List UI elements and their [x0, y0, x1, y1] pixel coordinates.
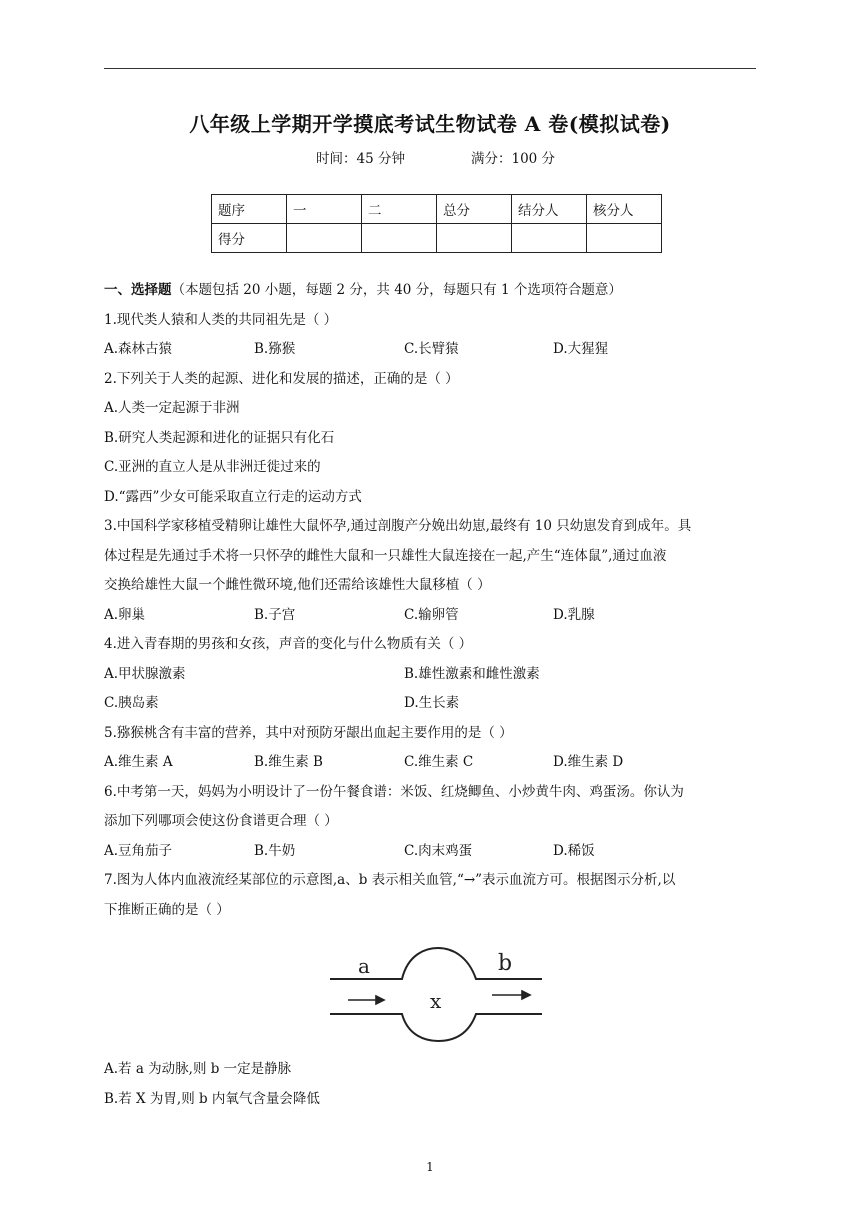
score-cell: 得分	[212, 224, 287, 253]
question-3-option-a[interactable]: A.卵巢	[104, 607, 146, 623]
flow-arrow-b-head-icon	[522, 991, 530, 999]
question-5-option-c[interactable]: C.维生素 C	[404, 754, 474, 770]
blood-flow-diagram	[326, 940, 546, 1045]
question-4-option-c[interactable]: C.胰岛素	[104, 695, 159, 711]
organ-x-label: x	[430, 989, 442, 1013]
question-5-option-a[interactable]: A.维生素 A	[104, 754, 173, 770]
header-rule	[104, 68, 756, 69]
question-2-option-c[interactable]: C.亚洲的直立人是从非洲迁徙过来的	[104, 459, 321, 475]
section-heading	[104, 280, 622, 300]
question-2-stem: 2.下列关于人类的起源、进化和发展的描述，正确的是（ ）	[104, 371, 459, 387]
question-6-option-b[interactable]: B.牛奶	[254, 843, 296, 859]
question-1-option-b[interactable]: B.猕猴	[254, 341, 296, 357]
section-instructions: （本题包括 20 小题，每题 2 分，共 40 分，每题只有 1 个选项符合题意）	[171, 282, 622, 298]
question-3-stem-line: 3.中国科学家移植受精卵让雄性大鼠怀孕,通过剖腹产分娩出幼崽,最终有 10 只幼崽发育到成年。具	[104, 518, 692, 534]
page-number: 1	[426, 1160, 434, 1174]
score-cell: 题序	[212, 195, 287, 224]
question-4-stem: 4.进入青春期的男孩和女孩，声音的变化与什么物质有关（ ）	[104, 636, 473, 652]
question-7-option-b[interactable]: B.若 X 为胃,则 b 内氧气含量会降低	[104, 1091, 320, 1107]
question-1-stem: 1.现代类人猿和人类的共同祖先是（ ）	[104, 312, 338, 328]
question-7-option-a[interactable]: A.若 a 为动脉,则 b 一定是静脉	[104, 1061, 292, 1077]
question-6-stem-line: 添加下列哪项会使这份食谱更合理（ ）	[104, 813, 338, 829]
score-table-value-row	[212, 224, 662, 253]
question-6-option-d[interactable]: D.稀饭	[553, 843, 595, 859]
question-2-option-b[interactable]: B.研究人类起源和进化的证据只有化石	[104, 430, 335, 446]
question-5-option-b[interactable]: B.维生素 B	[254, 754, 323, 770]
question-7-stem-line: 7.图为人体内血液流经某部位的示意图,a、b 表示相关血管,“→”表示血流方可。根据图示分析,以	[104, 872, 676, 888]
score-cell: 一	[287, 195, 362, 224]
score-input-cell[interactable]	[437, 224, 512, 253]
question-6-option-c[interactable]: C.肉末鸡蛋	[404, 843, 473, 859]
flow-arrow-a-head-icon	[376, 996, 384, 1004]
score-input-cell[interactable]	[512, 224, 587, 253]
question-3-stem-line: 体过程是先通过手术将一只怀孕的雌性大鼠和一只雄性大鼠连接在一起,产生“连体鼠”,通过血液	[104, 548, 667, 564]
score-input-cell[interactable]	[362, 224, 437, 253]
question-5-stem: 5.猕猴桃含有丰富的营养，其中对预防牙龈出血起主要作用的是（ ）	[104, 725, 513, 741]
question-6-option-a[interactable]: A.豆角茄子	[104, 843, 173, 859]
score-input-cell[interactable]	[287, 224, 362, 253]
question-3-stem-line: 交换给雄性大鼠一个雌性微环境,他们还需给该雄性大鼠移植（ ）	[104, 577, 491, 593]
question-4-option-a[interactable]: A.甲状腺激素	[104, 666, 186, 682]
score-cell: 二	[362, 195, 437, 224]
question-5-option-d[interactable]: D.维生素 D	[553, 754, 624, 770]
question-3-option-b[interactable]: B.子宫	[254, 607, 296, 623]
question-4-option-d[interactable]: D.生长素	[404, 695, 460, 711]
exam-title: 八年级上学期开学摸底考试生物试卷 A 卷(模拟试卷)	[189, 112, 671, 136]
question-1-option-a[interactable]: A.森林古猿	[104, 341, 173, 357]
exam-time: 时间：45 分钟	[316, 151, 405, 167]
question-7-stem-line: 下推断正确的是（ ）	[104, 902, 230, 918]
vessel-a-bottom-wall	[330, 1014, 542, 1041]
score-cell: 总分	[437, 195, 512, 224]
question-3-option-d[interactable]: D.乳腺	[553, 607, 595, 623]
question-4-option-b[interactable]: B.雄性激素和雌性激素	[404, 666, 540, 682]
score-table-header-row	[212, 195, 662, 224]
vessel-a-label: a	[358, 954, 370, 978]
score-cell: 核分人	[587, 195, 662, 224]
vessel-b-label: b	[498, 951, 513, 976]
question-2-option-a[interactable]: A.人类一定起源于非洲	[104, 400, 240, 416]
question-1-option-d[interactable]: D.大猩猩	[553, 341, 609, 357]
question-3-option-c[interactable]: C.输卵管	[404, 607, 459, 623]
question-1-option-c[interactable]: C.长臂猿	[404, 341, 459, 357]
score-cell: 结分人	[512, 195, 587, 224]
question-6-stem-line: 6.中考第一天，妈妈为小明设计了一份午餐食谱：米饭、红烧鲫鱼、小炒黄牛肉、鸡蛋汤。你认为	[104, 784, 684, 800]
exam-full-score: 满分：100 分	[471, 151, 556, 167]
section-title: 一、选择题	[104, 282, 172, 298]
question-2-option-d[interactable]: D.“露西”少女可能采取直立行走的运动方式	[104, 489, 362, 505]
score-table	[211, 194, 662, 253]
score-input-cell[interactable]	[587, 224, 662, 253]
